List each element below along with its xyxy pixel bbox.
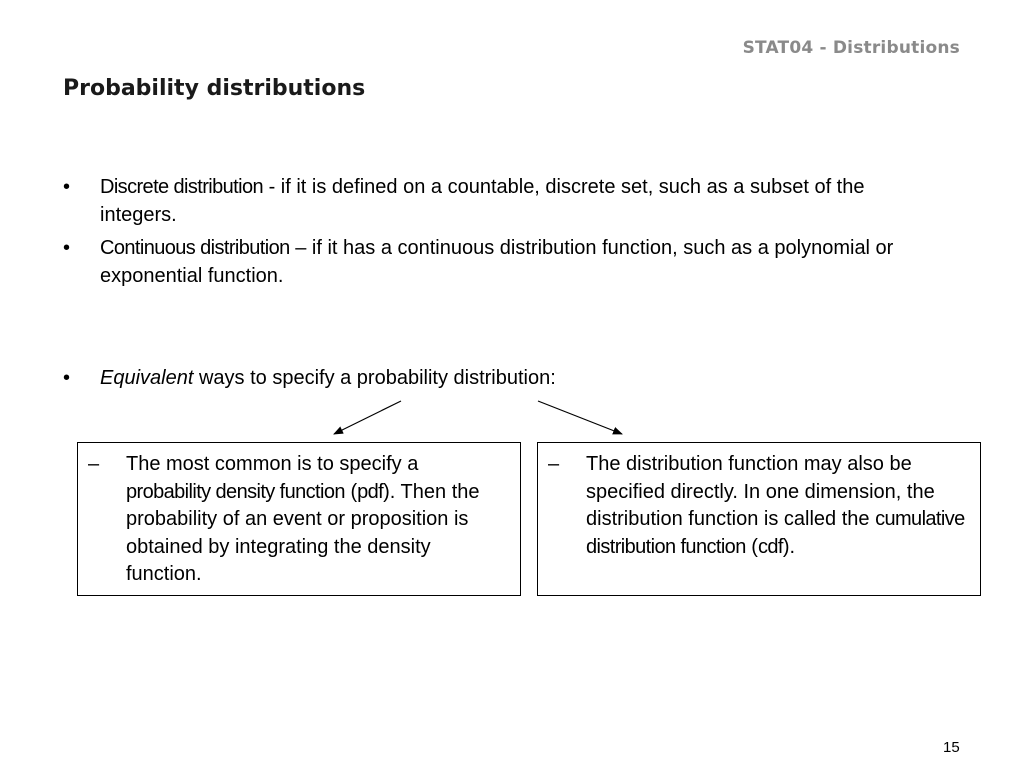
bullet-description: ways to specify a probability distribution: — [193, 367, 556, 389]
bullet-term: Continuous distribution — [100, 237, 290, 259]
box-text-part: The most common is to specify a — [126, 453, 419, 475]
box-term: cumulative distribution function — [586, 508, 965, 558]
bullet-term: Discrete distribution — [100, 176, 264, 198]
header-tag: STAT04 - Distributions — [742, 38, 960, 58]
box-dash: – — [548, 453, 560, 475]
pdf-box-text — [126, 451, 508, 589]
box-text-part: ). — [782, 535, 796, 558]
pdf-box — [77, 442, 521, 596]
bullet-marker: • — [63, 176, 71, 198]
bullet-discrete — [63, 173, 933, 229]
box-text-part: ( — [344, 480, 358, 503]
arrow-right — [538, 401, 622, 434]
box-abbr: cdf — [757, 535, 783, 558]
box-dash: – — [88, 453, 100, 475]
bullet-text — [100, 173, 933, 229]
page-number: 15 — [943, 739, 960, 756]
box-abbr: pdf — [357, 480, 384, 503]
cdf-box-text — [586, 451, 968, 561]
box-text-part: ). Then the probability of an event or proposition is obtained by integrating the density function. — [126, 480, 480, 585]
slide-title: Probability distributions — [63, 76, 366, 101]
box-text-part: The distribution function may also be specified directly. In one dimension, the distribution function is called the — [586, 453, 935, 530]
bullet-text — [100, 234, 933, 290]
box-text-part: ( — [745, 535, 758, 558]
bullet-text — [100, 364, 933, 392]
bullet-marker: • — [63, 367, 71, 389]
bullet-marker: • — [63, 237, 71, 259]
bullet-emphasis: Equivalent — [100, 367, 194, 389]
box-term: probability density function — [126, 480, 345, 503]
cdf-box — [537, 442, 981, 596]
bullet-description: – if it has a continuous distribution function, such as a polynomial or exponential function. — [100, 237, 894, 287]
bullet-description: - if it is defined on a countable, discrete set, such as a subset of the integers. — [100, 176, 865, 226]
arrow-left — [334, 401, 401, 434]
bullet-equivalent — [63, 364, 933, 392]
bullet-continuous — [63, 234, 933, 290]
